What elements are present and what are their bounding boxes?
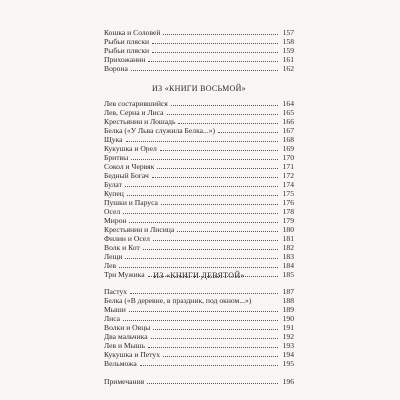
dot-leader [157, 167, 278, 169]
entry-page: 178 [282, 207, 294, 216]
dot-leader [163, 355, 278, 357]
toc-entry [104, 296, 294, 305]
dot-leader [140, 364, 278, 366]
dot-leader [129, 310, 278, 312]
entry-page: 189 [282, 305, 294, 314]
dot-leader [127, 194, 278, 196]
toc-entry [104, 144, 294, 153]
entry-title: Рыбьи пляски [104, 37, 150, 46]
entry-page: 162 [282, 64, 294, 73]
entry-title: Щука [104, 135, 123, 144]
entry-page: 184 [282, 261, 294, 270]
toc-entry [104, 99, 294, 108]
dot-leader [147, 382, 278, 384]
entry-title: Мыши [104, 305, 126, 314]
dot-leader [123, 212, 278, 214]
entry-title: Пушки и Паруса [104, 198, 158, 207]
toc-entry [104, 234, 294, 243]
entry-page: 179 [282, 216, 294, 225]
entry-page: 194 [282, 350, 294, 359]
dot-leader [148, 60, 278, 62]
entry-page: 182 [282, 243, 294, 252]
entry-title: Ворона [104, 64, 128, 73]
toc-entry [104, 359, 294, 368]
entry-title: Примечания [104, 377, 145, 386]
dot-leader [152, 42, 278, 44]
entry-title: Кукушка и Орел [104, 144, 157, 153]
toc-entry [104, 198, 294, 207]
toc-entry [104, 28, 294, 37]
dot-leader [152, 176, 278, 178]
toc-block-7 [104, 28, 294, 73]
entry-page: 168 [282, 135, 294, 144]
entry-title: Вельможа [104, 359, 137, 368]
entry-title: Прихожанин [104, 55, 146, 64]
entry-page: 181 [282, 234, 294, 243]
entry-title: Пастух [104, 287, 128, 296]
entry-page: 167 [282, 126, 294, 135]
entry-title: Кошка и Соловей [104, 28, 161, 37]
dot-leader [123, 319, 278, 321]
dot-leader [218, 131, 278, 133]
toc-entry [104, 108, 294, 117]
entry-title: Булат [104, 180, 122, 189]
toc-block-8 [104, 99, 294, 279]
dot-leader [125, 185, 278, 187]
entry-title: Лев [104, 261, 117, 270]
toc-entry [104, 180, 294, 189]
section-heading-book-9: ИЗ «КНИГИ ДЕВЯТОЙ» [153, 271, 245, 280]
entry-page: 157 [282, 28, 294, 37]
toc-entry [104, 162, 294, 171]
dot-leader [153, 239, 278, 241]
dot-leader [126, 140, 279, 142]
toc-entry [104, 216, 294, 225]
entry-title: Кукушка и Петух [104, 350, 160, 359]
toc-entry [104, 305, 294, 314]
dot-leader [167, 113, 278, 115]
entry-page: 161 [282, 55, 294, 64]
entry-title: Сокол и Червяк [104, 162, 155, 171]
entry-title: Крестьянин и Лисица [104, 225, 175, 234]
entry-title: Волки и Овцы [104, 323, 151, 332]
dot-leader [171, 104, 278, 106]
toc-entry [104, 341, 294, 350]
dot-leader [131, 158, 278, 160]
entry-title: Три Мужика [104, 270, 145, 279]
dot-leader [129, 221, 278, 223]
toc-entry [104, 135, 294, 144]
toc-entry [104, 314, 294, 323]
entry-page: 183 [282, 252, 294, 261]
dot-leader [161, 203, 278, 205]
toc-entry [104, 153, 294, 162]
dot-leader [254, 302, 278, 303]
toc-notes [104, 377, 294, 386]
entry-page: 159 [282, 46, 294, 55]
toc-entry [104, 171, 294, 180]
toc-entry [104, 189, 294, 198]
entry-title: Лев и Мышь [104, 341, 146, 350]
dot-leader [178, 122, 278, 124]
entry-title: Бедный Богач [104, 171, 149, 180]
entry-page: 187 [282, 287, 294, 296]
entry-title: Лиса [104, 314, 121, 323]
dot-leader [143, 248, 278, 250]
toc-entry [104, 323, 294, 332]
dot-leader [148, 346, 278, 348]
entry-page: 172 [282, 171, 294, 180]
entry-page: 192 [282, 332, 294, 341]
dot-leader [119, 266, 278, 268]
entry-title: Купец [104, 189, 124, 198]
dot-leader [152, 51, 278, 53]
dot-leader [160, 149, 278, 151]
toc-entry [104, 350, 294, 359]
dot-leader [131, 69, 278, 71]
dot-leader [153, 328, 278, 330]
entry-page: 175 [282, 189, 294, 198]
entry-page: 169 [282, 144, 294, 153]
entry-page: 176 [282, 198, 294, 207]
entry-title: Лев, Серна и Лиса [104, 108, 164, 117]
entry-title: Белка («У Льва служила Белка...») [104, 126, 216, 135]
toc-entry [104, 126, 294, 135]
entry-page: 164 [282, 99, 294, 108]
entry-title: Крестьянин и Лошадь [104, 117, 176, 126]
entry-title: Бритвы [104, 153, 129, 162]
entry-title: Лещи [104, 252, 123, 261]
entry-page: 195 [282, 359, 294, 368]
entry-title: Два мальчика [104, 332, 148, 341]
toc-entry [104, 261, 294, 270]
entry-page: 166 [282, 117, 294, 126]
entry-page: 180 [282, 225, 294, 234]
toc-entry-notes [104, 377, 294, 386]
entry-page: 191 [282, 323, 294, 332]
toc-entry [104, 243, 294, 252]
toc-entry [104, 225, 294, 234]
entry-title: Филин и Осел [104, 234, 150, 243]
toc-entry [104, 287, 294, 296]
toc-entry [104, 332, 294, 341]
entry-page: 165 [282, 108, 294, 117]
entry-page: 170 [282, 153, 294, 162]
dot-leader [130, 292, 278, 294]
entry-title: Лев состарившийся [104, 99, 168, 108]
toc-entry [104, 117, 294, 126]
entry-page: 190 [282, 314, 294, 323]
dot-leader [163, 33, 278, 35]
entry-page: 174 [282, 180, 294, 189]
dot-leader [177, 230, 278, 232]
entry-page: 158 [282, 37, 294, 46]
toc-entry [104, 46, 294, 55]
dot-leader [125, 257, 278, 259]
entry-title: Мирон [104, 216, 127, 225]
entry-title: Белка («В деревне, в праздник, под окном...») [104, 296, 252, 305]
entry-page: 188 [282, 296, 294, 305]
toc-block-9 [104, 287, 294, 368]
toc-entry [104, 37, 294, 46]
toc-entry [104, 55, 294, 64]
toc-entry [104, 207, 294, 216]
entry-page: 193 [282, 341, 294, 350]
dot-leader [151, 337, 278, 339]
entry-page: 171 [282, 162, 294, 171]
toc-entry [104, 64, 294, 73]
entry-title: Осел [104, 207, 121, 216]
entry-title: Рыбьи пляски [104, 46, 150, 55]
entry-page: 185 [282, 270, 294, 279]
entry-page: 196 [282, 377, 294, 386]
entry-title: Волк и Кот [104, 243, 140, 252]
toc-entry [104, 252, 294, 261]
section-heading-book-8: ИЗ «КНИГИ ВОСЬМОЙ» [152, 84, 246, 93]
